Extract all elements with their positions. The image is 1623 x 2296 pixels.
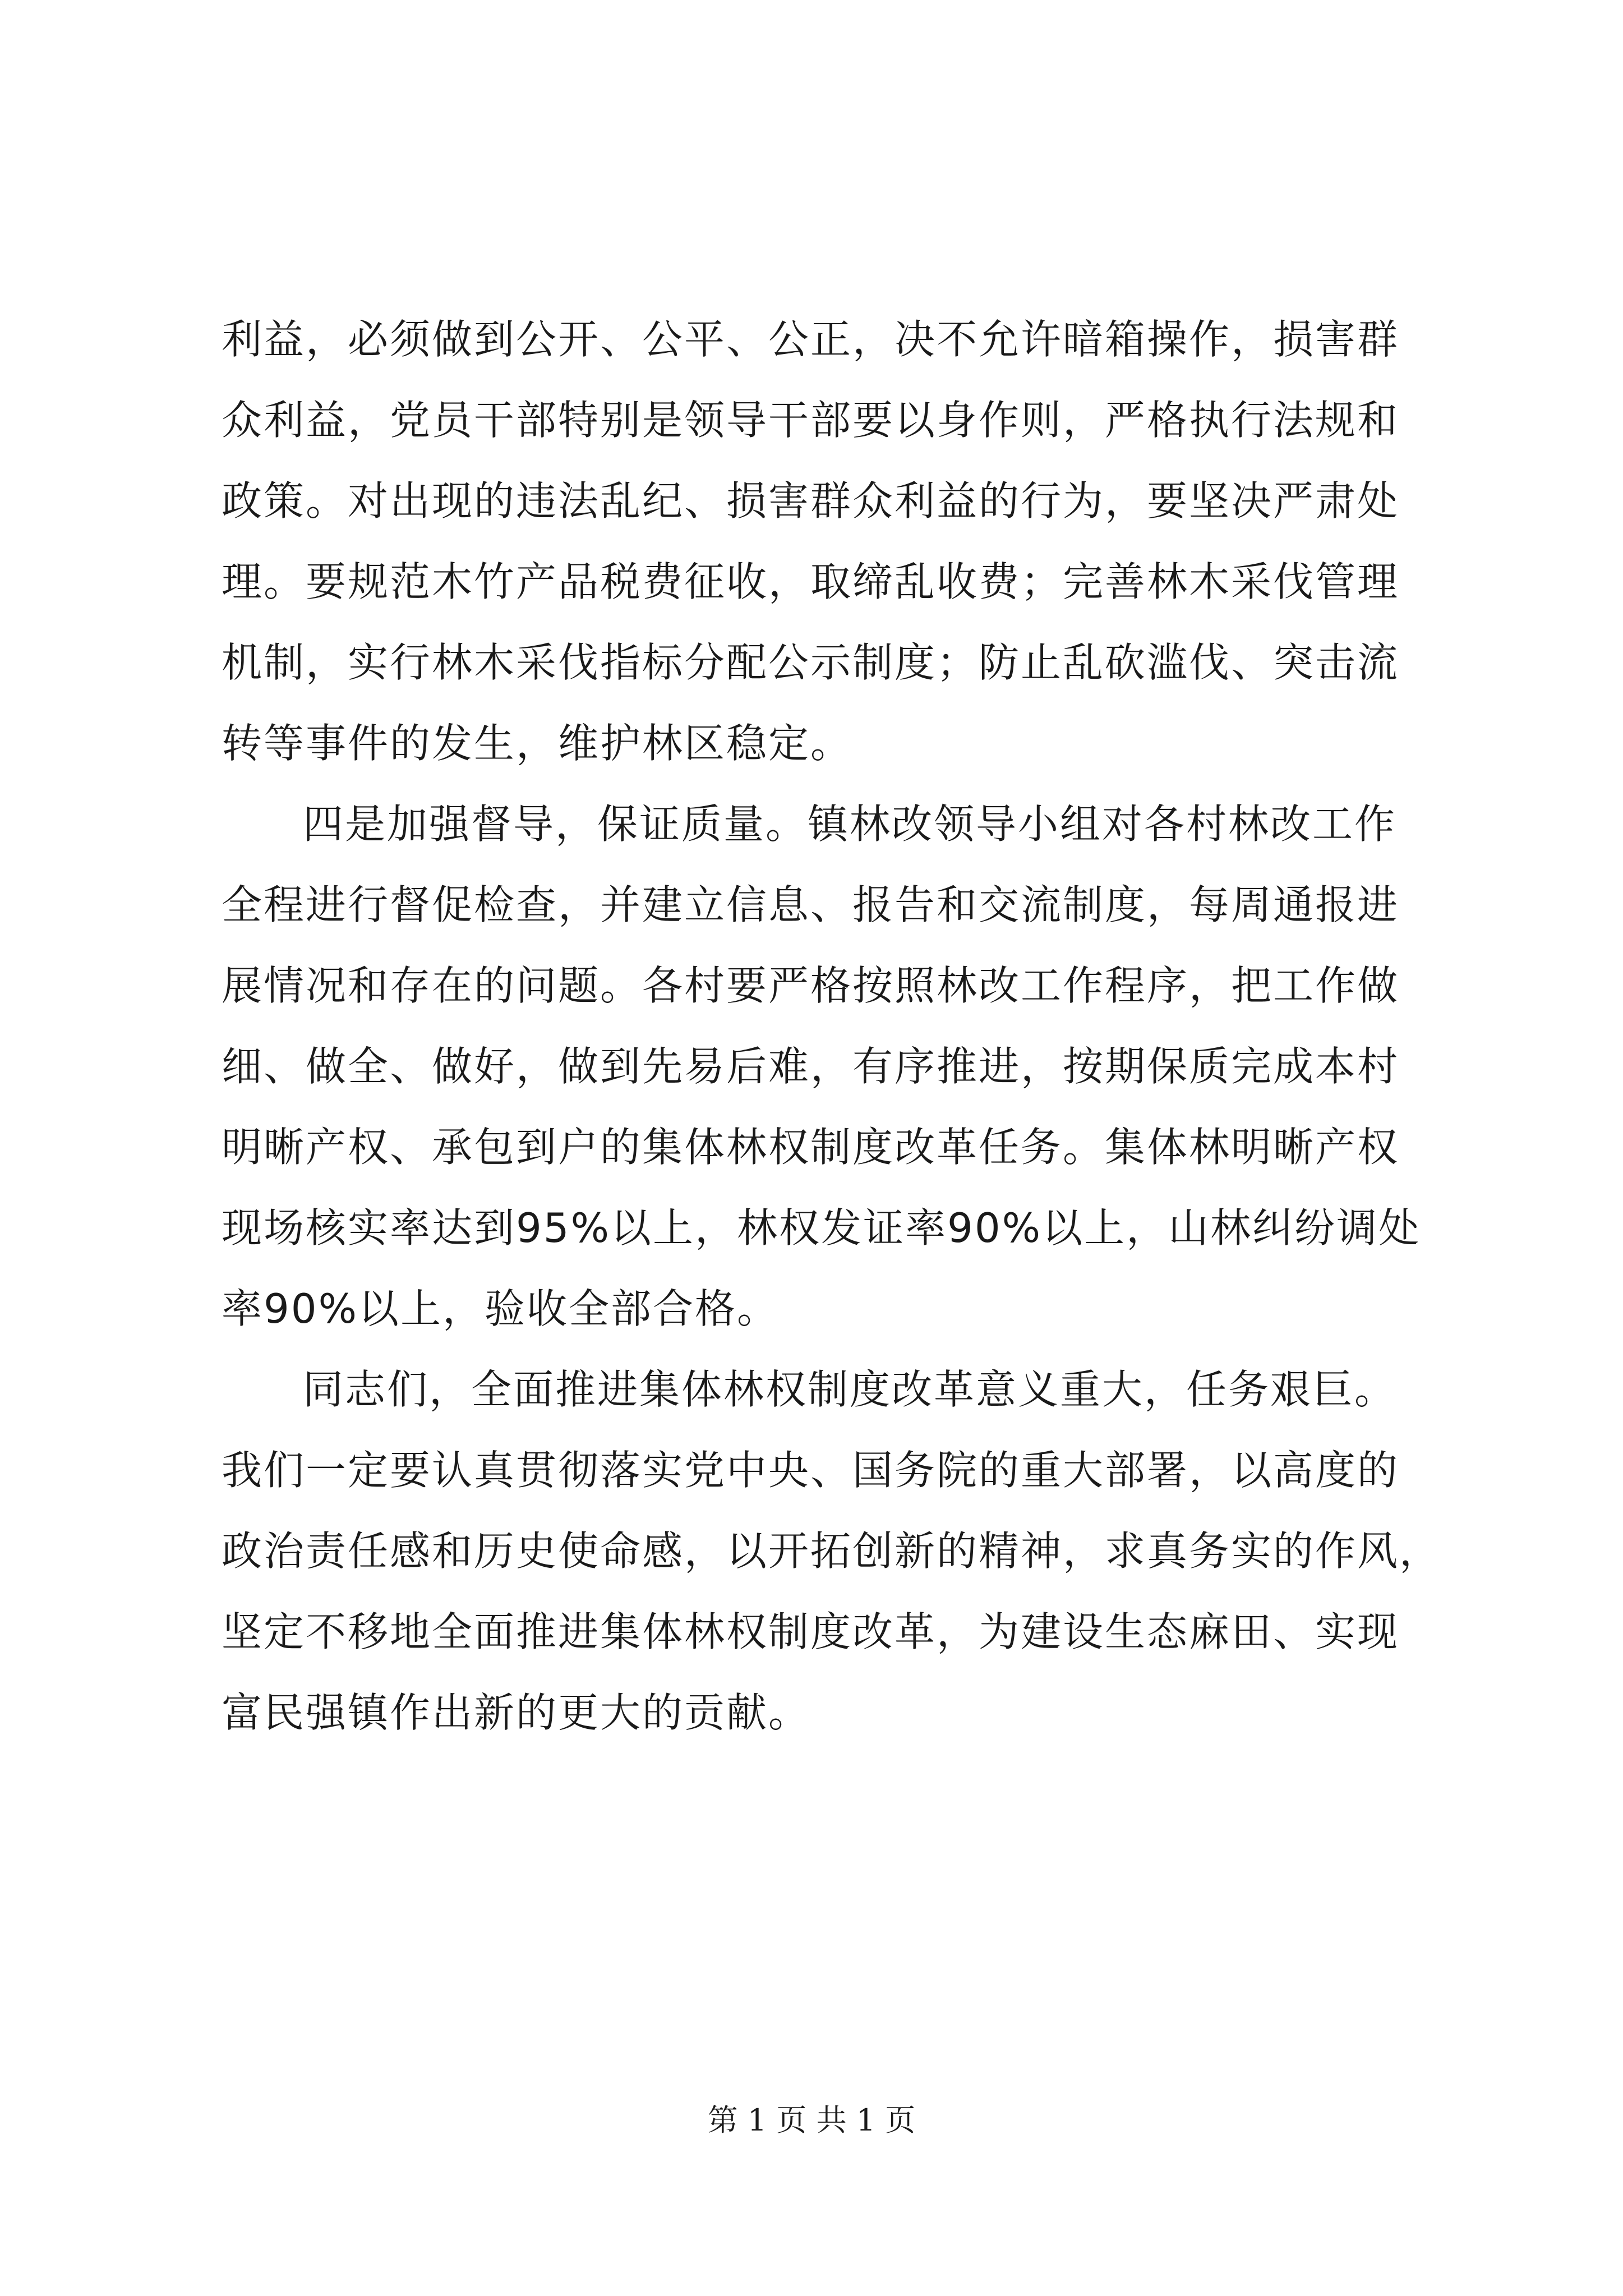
text-line-content: 全程进行督促检查，并建立信息、报告和交流制度，每周通报进 — [222, 881, 1400, 928]
text-line — [0, 632, 1623, 693]
text-line-content: 众利益，党员干部特别是领导干部要以身作则，严格执行法规和 — [222, 397, 1400, 444]
text-line — [0, 874, 1623, 936]
text-line — [0, 551, 1623, 613]
text-line — [0, 1197, 1623, 1259]
text-line — [0, 1116, 1623, 1178]
text-line-content: 政治责任感和历史使命感，以开拓创新的精神，求真务实的作风， — [222, 1527, 1442, 1575]
text-line — [0, 793, 1623, 855]
text-line-content: 率90%以上，验收全部合格。 — [222, 1285, 780, 1332]
text-line-content: 利益，必须做到公开、公平、公正，决不允许暗箱操作，损害群 — [222, 316, 1400, 363]
text-line-content: 转等事件的发生，维护林区稳定。 — [222, 720, 853, 767]
text-line-content: 富民强镇作出新的更大的贡献。 — [222, 1689, 811, 1736]
text-line — [0, 1439, 1623, 1501]
text-line — [0, 1682, 1623, 1743]
text-line — [0, 309, 1623, 370]
text-line-content: 政策。对出现的违法乱纪、损害群众利益的行为，要坚决严肃处 — [222, 477, 1400, 524]
text-line-content: 我们一定要认真贯彻落实党中央、国务院的重大部署，以高度的 — [222, 1447, 1400, 1494]
text-line — [0, 1359, 1623, 1420]
text-line — [0, 712, 1623, 774]
text-line-content: 现场核实率达到95%以上，林权发证率90%以上，山林纠纷调处 — [222, 1204, 1421, 1251]
text-line-content: 细、做全、做好，做到先易后难，有序推进，按期保质完成本村 — [222, 1043, 1400, 1090]
text-line — [0, 1601, 1623, 1663]
text-line-content: 理。要规范木竹产品税费征收，取缔乱收费；完善林木采伐管理 — [222, 558, 1400, 605]
text-line-content: 展情况和存在的问题。各村要严格按照林改工作程序，把工作做 — [222, 962, 1400, 1009]
text-line — [0, 1278, 1623, 1340]
text-line-content: 坚定不移地全面推进集体林权制度改革，为建设生态麻田、实现 — [222, 1608, 1400, 1655]
text-line — [0, 1520, 1623, 1582]
text-line — [0, 470, 1623, 532]
page-footer: 第 1 页 共 1 页 — [707, 2102, 916, 2138]
text-line — [0, 955, 1623, 1016]
text-line — [0, 1036, 1623, 1097]
text-line — [0, 389, 1623, 451]
text-line-content: 四是加强督导，保证质量。镇林改领导小组对各村林改工作 — [303, 800, 1397, 848]
text-line-content: 明晰产权、承包到户的集体林权制度改革任务。集体林明晰产权 — [222, 1124, 1400, 1171]
text-line-content: 机制，实行林木采伐指标分配公示制度；防止乱砍滥伐、突击流 — [222, 639, 1400, 686]
text-line-content: 同志们，全面推进集体林权制度改革意义重大，任务艰巨。 — [303, 1366, 1397, 1413]
